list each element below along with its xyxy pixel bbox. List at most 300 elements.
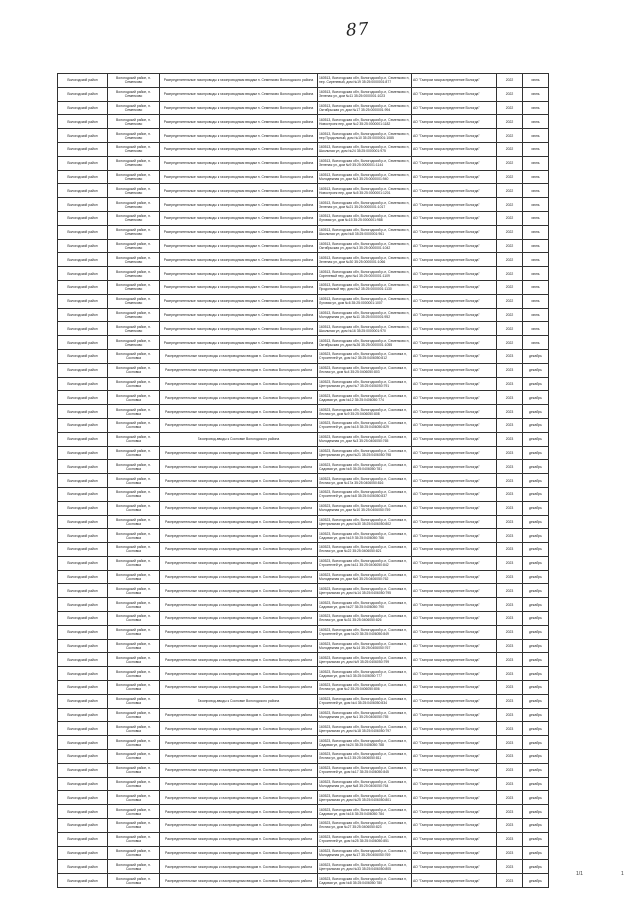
cell-district: Вологодский район (58, 874, 108, 888)
cell-year: 2023 (497, 612, 523, 626)
cell-settlement: Вологодский район, п. Семенково (108, 280, 160, 294)
cell-owner: АО "Газпром газораспределение Вологда" (412, 198, 497, 212)
table-row (58, 225, 549, 239)
cell-address: 160513, Вологодская обл, Вологодский р-н, Семенково п, Школьная ул, дом №16 35:25:0000001:970 (318, 322, 412, 336)
cell-month: декабрь (523, 819, 549, 833)
cell-district: Вологодский район (58, 694, 108, 708)
cell-object: Распределительные газопроводы к газопроводным вводам п. Сосновка Вологодского района (160, 446, 318, 460)
cell-settlement: Вологодский район, п. Сосновка (108, 363, 160, 377)
table-row (58, 791, 549, 805)
cell-address: 160513, Вологодская обл, Вологодский р-н, Семенково п, Зеленая ул, дом №30 35:25:0000001:1066 (318, 253, 412, 267)
cell-district: Вологодский район (58, 432, 108, 446)
cell-district: Вологодский район (58, 446, 108, 460)
cell-object: Газопровод-вводы к Сосновке Вологодского района (160, 432, 318, 446)
cell-owner: АО "Газпром газораспределение Вологда" (412, 750, 497, 764)
cell-settlement: Вологодский район, п. Сосновка (108, 708, 160, 722)
cell-month: июнь (523, 115, 549, 129)
cell-settlement: Вологодский район, п. Семенково (108, 336, 160, 350)
cell-district: Вологодский район (58, 198, 108, 212)
cell-year: 2023 (497, 418, 523, 432)
table-row (58, 377, 549, 391)
cell-address: 160523, Вологодская обл, Вологодский р-н, Сосновка п, Молодежная ул, дом №6 35:25:0406050:762 (318, 570, 412, 584)
table-row (58, 763, 549, 777)
cell-owner: АО "Газпром газораспределение Вологда" (412, 777, 497, 791)
cell-settlement: Вологодский район, п. Семенково (108, 253, 160, 267)
cell-settlement: Вологодский район, п. Семенково (108, 225, 160, 239)
cell-object: Распределительные газопроводы к газопроводным вводам п. Семенково Вологодского района (160, 211, 318, 225)
table-row (58, 239, 549, 253)
table-row (58, 363, 549, 377)
page-number: 1/1 (576, 871, 583, 877)
cell-year: 2023 (497, 377, 523, 391)
cell-settlement: Вологодский район, п. Сосновка (108, 418, 160, 432)
cell-object: Распределительные газопроводы к газопроводным вводам п. Сосновка Вологодского района (160, 556, 318, 570)
cell-address: 160523, Вологодская обл, Вологодский р-н, Сосновка п, Лесная ул, дом №2 35:25:0406050:806 (318, 681, 412, 695)
table-row (58, 708, 549, 722)
cell-settlement: Вологодский район, п. Сосновка (108, 625, 160, 639)
table-row (58, 584, 549, 598)
cell-district: Вологодский район (58, 391, 108, 405)
cell-settlement: Вологодский район, п. Сосновка (108, 763, 160, 777)
table-row (58, 805, 549, 819)
cell-address: 160523, Вологодская обл, Вологодский р-н, Сосновка п, Садовая ул, дом №12 35:25:0406050:774 (318, 391, 412, 405)
cell-owner: АО "Газпром газораспределение Вологда" (412, 474, 497, 488)
cell-address: 160523, Вологодская обл, Вологодский р-н, Сосновка п, Молодежная ул, дом №8 35:25:0406050:764 (318, 777, 412, 791)
cell-year: 2023 (497, 860, 523, 874)
cell-district: Вологодский район (58, 653, 108, 667)
cell-year: 2022 (497, 239, 523, 253)
table-row (58, 391, 549, 405)
cell-settlement: Вологодский район, п. Сосновка (108, 543, 160, 557)
cell-object: Распределительные газопроводы к газопроводным вводам п. Семенково Вологодского района (160, 170, 318, 184)
cell-object: Распределительные газопроводы к газопроводным вводам п. Сосновка Вологодского района (160, 584, 318, 598)
cell-owner: АО "Газпром газораспределение Вологда" (412, 115, 497, 129)
cell-address: 160513, Вологодская обл, Вологодский р-н, Семенково п, Сиреневый пер, дом №4 35:25:0000001:1109 (318, 267, 412, 281)
cell-settlement: Вологодский район, п. Сосновка (108, 598, 160, 612)
cell-owner: АО "Газпром газораспределение Вологда" (412, 184, 497, 198)
cell-settlement: Вологодский район, п. Сосновка (108, 874, 160, 888)
cell-address: 160513, Вологодская обл, Вологодский р-н, Семенково п, Октябрьская ул, дом №26 35:25:0000001:1055 (318, 336, 412, 350)
cell-district: Вологодский район (58, 336, 108, 350)
cell-owner: АО "Газпром газораспределение Вологда" (412, 763, 497, 777)
table-row (58, 405, 549, 419)
cell-month: июнь (523, 101, 549, 115)
table-row (58, 460, 549, 474)
cell-address: 160523, Вологодская обл, Вологодский р-н, Сосновка п, Строителей ул, дом №15 35:25:0406050:829 (318, 418, 412, 432)
cell-owner: АО "Газпром газораспределение Вологда" (412, 460, 497, 474)
cell-owner: АО "Газпром газораспределение Вологда" (412, 791, 497, 805)
cell-owner: АО "Газпром газораспределение Вологда" (412, 681, 497, 695)
cell-settlement: Вологодский район, п. Сосновка (108, 584, 160, 598)
table-row (58, 308, 549, 322)
cell-owner: АО "Газпром газораспределение Вологда" (412, 156, 497, 170)
cell-month: июнь (523, 225, 549, 239)
table-row (58, 322, 549, 336)
cell-address: 160523, Вологодская обл, Вологодский р-н, Сосновка п, Лесная ул, дом №4 35:25:0406050:803 (318, 363, 412, 377)
cell-year: 2023 (497, 777, 523, 791)
cell-owner: АО "Газпром газораспределение Вологда" (412, 87, 497, 101)
cell-district: Вологодский район (58, 777, 108, 791)
cell-object: Распределительные газопроводы к газопроводным вводам п. Семенково Вологодского района (160, 87, 318, 101)
table-row (58, 694, 549, 708)
cell-district: Вологодский район (58, 142, 108, 156)
cell-district: Вологодский район (58, 280, 108, 294)
cell-district: Вологодский район (58, 474, 108, 488)
cell-month: июнь (523, 170, 549, 184)
cell-district: Вологодский район (58, 736, 108, 750)
cell-settlement: Вологодский район, п. Сосновка (108, 639, 160, 653)
cell-owner: АО "Газпром газораспределение Вологда" (412, 363, 497, 377)
cell-year: 2023 (497, 625, 523, 639)
cell-year: 2023 (497, 750, 523, 764)
cell-year: 2023 (497, 874, 523, 888)
cell-owner: АО "Газпром газораспределение Вологда" (412, 129, 497, 143)
cell-object: Распределительные газопроводы к газопроводным вводам п. Сосновка Вологодского района (160, 625, 318, 639)
cell-address: 160523, Вологодская обл, Вологодский р-н, Сосновка п, Лесная ул, дом №13 35:25:0406050:811 (318, 750, 412, 764)
table-row (58, 515, 549, 529)
cell-object: Распределительные газопроводы к газопроводным вводам п. Семенково Вологодского района (160, 239, 318, 253)
cell-month: декабрь (523, 418, 549, 432)
cell-object: Распределительные газопроводы к газопроводным вводам п. Сосновка Вологодского района (160, 763, 318, 777)
cell-address: 160523, Вологодская обл, Вологодский р-н, Сосновка п, Лесная ул, дом №22 35:25:0406050:821 (318, 543, 412, 557)
cell-settlement: Вологодский район, п. Семенково (108, 308, 160, 322)
cell-owner: АО "Газпром газораспределение Вологда" (412, 487, 497, 501)
cell-object: Распределительные газопроводы к газопроводным вводам п. Сосновка Вологодского района (160, 846, 318, 860)
cell-object: Распределительные газопроводы к газопроводным вводам п. Сосновка Вологодского района (160, 570, 318, 584)
cell-address: 160523, Вологодская обл, Вологодский р-н, Сосновка п, Лесная ул, дом №17а 35:25:0406050:816 (318, 474, 412, 488)
cell-settlement: Вологодский район, п. Сосновка (108, 460, 160, 474)
cell-month: декабрь (523, 653, 549, 667)
cell-object: Распределительные газопроводы к газопроводным вводам п. Сосновка Вологодского района (160, 736, 318, 750)
cell-object: Распределительные газопроводы к газопроводным вводам п. Сосновка Вологодского района (160, 667, 318, 681)
objects-table-body (58, 74, 549, 888)
cell-month: декабрь (523, 667, 549, 681)
cell-month: декабрь (523, 612, 549, 626)
cell-year: 2022 (497, 184, 523, 198)
cell-district: Вологодский район (58, 239, 108, 253)
cell-settlement: Вологодский район, п. Сосновка (108, 391, 160, 405)
cell-object: Распределительные газопроводы к газопроводным вводам п. Семенково Вологодского района (160, 115, 318, 129)
cell-month: декабрь (523, 791, 549, 805)
cell-address: 160513, Вологодская обл, Вологодский р-н, Семенково п, Школьная ул, дом №24 35:25:0000001:975 (318, 142, 412, 156)
cell-district: Вологодский район (58, 584, 108, 598)
cell-year: 2022 (497, 308, 523, 322)
table-row (58, 198, 549, 212)
cell-address: 160523, Вологодская обл, Вологодский р-н, Сосновка п, Центральная ул, дом №14 35:25:0406050:795 (318, 584, 412, 598)
table-row (58, 432, 549, 446)
cell-object: Распределительные газопроводы к газопроводным вводам п. Сосновка Вологодского района (160, 819, 318, 833)
cell-object: Распределительные газопроводы к газопроводным вводам п. Сосновка Вологодского района (160, 377, 318, 391)
table-row (58, 667, 549, 681)
cell-address: 160523, Вологодская обл, Вологодский р-н, Сосновка п, Центральная ул, дом №18 35:25:0406050:797 (318, 722, 412, 736)
cell-settlement: Вологодский район, п. Семенково (108, 115, 160, 129)
cell-settlement: Вологодский район, п. Сосновка (108, 722, 160, 736)
cell-month: июнь (523, 87, 549, 101)
cell-address: 160523, Вологодская обл, Вологодский р-н, Сосновка п, Строителей ул, дом №25 35:25:0406050:851 (318, 832, 412, 846)
cell-owner: АО "Газпром газораспределение Вологда" (412, 336, 497, 350)
cell-object: Распределительные газопроводы к газопроводным вводам п. Семенково Вологодского района (160, 184, 318, 198)
cell-month: декабрь (523, 363, 549, 377)
cell-owner: АО "Газпром газораспределение Вологда" (412, 625, 497, 639)
cell-object: Распределительные газопроводы к газопроводным вводам п. Семенково Вологодского района (160, 142, 318, 156)
cell-month: декабрь (523, 625, 549, 639)
cell-year: 2022 (497, 280, 523, 294)
cell-object: Распределительные газопроводы к газопроводным вводам п. Семенково Вологодского района (160, 280, 318, 294)
cell-object: Распределительные газопроводы к газопроводным вводам п. Сосновка Вологодского района (160, 708, 318, 722)
cell-district: Вологодский район (58, 501, 108, 515)
cell-month: июнь (523, 184, 549, 198)
cell-settlement: Вологодский район, п. Семенково (108, 87, 160, 101)
table-row (58, 722, 549, 736)
cell-owner: АО "Газпром газораспределение Вологда" (412, 846, 497, 860)
cell-address: 160513, Вологодская обл, Вологодский р-н, Семенково п, Школьная ул, дом №8 35:25:0000001:961 (318, 225, 412, 239)
cell-settlement: Вологодский район, п. Сосновка (108, 570, 160, 584)
cell-address: 160523, Вологодская обл, Вологодский р-н, Сосновка п, Центральная ул, дом №30 35:25:0406050:802 (318, 515, 412, 529)
cell-district: Вологодский район (58, 225, 108, 239)
cell-district: Вологодский район (58, 805, 108, 819)
cell-object: Распределительные газопроводы к газопроводным вводам п. Сосновка Вологодского района (160, 598, 318, 612)
cell-district: Вологодский район (58, 184, 108, 198)
cell-month: декабрь (523, 446, 549, 460)
cell-district: Вологодский район (58, 570, 108, 584)
cell-month: декабрь (523, 832, 549, 846)
cell-year: 2022 (497, 225, 523, 239)
cell-object: Распределительные газопроводы к газопроводным вводам п. Семенково Вологодского района (160, 225, 318, 239)
cell-address: 160523, Вологодская обл, Вологодский р-н, Сосновка п, Садовая ул, дом №5 35:25:0406050:781 (318, 460, 412, 474)
cell-address: 160513, Вологодская обл, Вологодский р-н, Семенково п, Молодежная ул, дом №11 35:25:0000001:952 (318, 308, 412, 322)
cell-year: 2023 (497, 639, 523, 653)
cell-settlement: Вологодский район, п. Сосновка (108, 405, 160, 419)
cell-owner: АО "Газпром газораспределение Вологда" (412, 639, 497, 653)
cell-settlement: Вологодский район, п. Сосновка (108, 819, 160, 833)
cell-address: 160523, Вологодская обл, Вологодский р-н, Сосновка п, Молодежная ул, дом №17 35:25:0406050:769 (318, 846, 412, 860)
cell-object: Распределительные газопроводы к газопроводным вводам п. Сосновка Вологодского района (160, 874, 318, 888)
cell-year: 2023 (497, 832, 523, 846)
table-row (58, 860, 549, 874)
cell-owner: АО "Газпром газораспределение Вологда" (412, 239, 497, 253)
cell-owner: АО "Газпром газораспределение Вологда" (412, 432, 497, 446)
table-row (58, 349, 549, 363)
cell-address: 160523, Вологодская обл, Вологодский р-н, Сосновка п, Строителей ул, дом №11 35:25:0406050:842 (318, 556, 412, 570)
cell-district: Вологодский район (58, 487, 108, 501)
cell-object: Распределительные газопроводы к газопроводным вводам п. Сосновка Вологодского района (160, 418, 318, 432)
page-mark: 1 (621, 871, 624, 877)
cell-address: 160513, Вологодская обл, Вологодский р-н, Семенково п, Новостроек пер, дом №2 35:25:0000001:1182 (318, 115, 412, 129)
cell-settlement: Вологодский район, п. Сосновка (108, 612, 160, 626)
cell-owner: АО "Газпром газораспределение Вологда" (412, 211, 497, 225)
cell-owner: АО "Газпром газораспределение Вологда" (412, 529, 497, 543)
table-row (58, 832, 549, 846)
cell-month: июнь (523, 142, 549, 156)
table-row (58, 529, 549, 543)
cell-district: Вологодский район (58, 612, 108, 626)
table-row (58, 129, 549, 143)
cell-district: Вологодский район (58, 363, 108, 377)
cell-owner: АО "Газпром газораспределение Вологда" (412, 612, 497, 626)
cell-settlement: Вологодский район, п. Сосновка (108, 377, 160, 391)
cell-settlement: Вологодский район, п. Сосновка (108, 832, 160, 846)
handwritten-page-number: 87 (345, 19, 371, 41)
cell-settlement: Вологодский район, п. Сосновка (108, 846, 160, 860)
table-row (58, 474, 549, 488)
cell-owner: АО "Газпром газораспределение Вологда" (412, 405, 497, 419)
cell-month: июнь (523, 267, 549, 281)
cell-district: Вологодский район (58, 722, 108, 736)
cell-settlement: Вологодский район, п. Сосновка (108, 556, 160, 570)
table-row (58, 556, 549, 570)
cell-settlement: Вологодский район, п. Сосновка (108, 791, 160, 805)
cell-district: Вологодский район (58, 74, 108, 88)
cell-month: декабрь (523, 750, 549, 764)
cell-district: Вологодский район (58, 639, 108, 653)
cell-owner: АО "Газпром газораспределение Вологда" (412, 694, 497, 708)
table-row (58, 501, 549, 515)
cell-month: декабрь (523, 860, 549, 874)
table-row (58, 543, 549, 557)
cell-owner: АО "Газпром газораспределение Вологда" (412, 722, 497, 736)
cell-year: 2023 (497, 515, 523, 529)
cell-district: Вологодский район (58, 156, 108, 170)
cell-month: декабрь (523, 736, 549, 750)
cell-month: июнь (523, 280, 549, 294)
cell-object: Распределительные газопроводы к газопроводным вводам п. Сосновка Вологодского района (160, 681, 318, 695)
cell-year: 2022 (497, 170, 523, 184)
cell-address: 160523, Вологодская обл, Вологодский р-н, Сосновка п, Строителей ул, дом №20 35:25:0406050:849 (318, 625, 412, 639)
cell-owner: АО "Газпром газораспределение Вологда" (412, 322, 497, 336)
cell-district: Вологодский район (58, 529, 108, 543)
cell-year: 2022 (497, 336, 523, 350)
cell-settlement: Вологодский район, п. Семенково (108, 211, 160, 225)
table-row (58, 184, 549, 198)
table-row (58, 253, 549, 267)
cell-settlement: Вологодский район, п. Семенково (108, 294, 160, 308)
cell-object: Газопровод-вводы к Сосновке Вологодского района (160, 694, 318, 708)
cell-month: июнь (523, 74, 549, 88)
cell-month: декабрь (523, 598, 549, 612)
cell-object: Распределительные газопроводы к газопроводным вводам п. Семенково Вологодского района (160, 322, 318, 336)
table-row (58, 846, 549, 860)
cell-month: декабрь (523, 543, 549, 557)
cell-owner: АО "Газпром газораспределение Вологда" (412, 819, 497, 833)
table-row (58, 653, 549, 667)
cell-district: Вологодский район (58, 819, 108, 833)
cell-year: 2023 (497, 543, 523, 557)
cell-address: 160513, Вологодская обл, Вологодский р-н, Семенково п, Октябрьская ул, дом №3 35:25:0000001:1042 (318, 239, 412, 253)
cell-district: Вологодский район (58, 253, 108, 267)
cell-district: Вологодский район (58, 515, 108, 529)
cell-address: 160513, Вологодская обл, Вологодский р-н, Семенково п, Луговая ул, дом №15 35:25:0000001:988 (318, 211, 412, 225)
cell-owner: АО "Газпром газораспределение Вологда" (412, 280, 497, 294)
cell-year: 2023 (497, 446, 523, 460)
cell-month: декабрь (523, 377, 549, 391)
cell-address: 160523, Вологодская обл, Вологодский р-н, Сосновка п, Центральная ул, дом №21 35:25:0406050:798 (318, 446, 412, 460)
cell-year: 2022 (497, 74, 523, 88)
cell-settlement: Вологодский район, п. Сосновка (108, 805, 160, 819)
cell-object: Распределительные газопроводы к газопроводным вводам п. Сосновка Вологодского района (160, 722, 318, 736)
cell-month: июнь (523, 336, 549, 350)
cell-district: Вологодский район (58, 129, 108, 143)
cell-year: 2023 (497, 363, 523, 377)
cell-district: Вологодский район (58, 681, 108, 695)
cell-month: декабрь (523, 349, 549, 363)
cell-month: июнь (523, 211, 549, 225)
cell-object: Распределительные газопроводы к газопроводным вводам п. Сосновка Вологодского района (160, 501, 318, 515)
cell-owner: АО "Газпром газораспределение Вологда" (412, 74, 497, 88)
cell-district: Вологодский район (58, 791, 108, 805)
cell-object: Распределительные газопроводы к газопроводным вводам п. Семенково Вологодского района (160, 294, 318, 308)
cell-year: 2023 (497, 694, 523, 708)
cell-settlement: Вологодский район, п. Сосновка (108, 349, 160, 363)
cell-address: 160523, Вологодская обл, Вологодский р-н, Сосновка п, Садовая ул, дом №3 35:25:0406050:777 (318, 667, 412, 681)
cell-owner: АО "Газпром газораспределение Вологда" (412, 515, 497, 529)
cell-object: Распределительные газопроводы к газопроводным вводам п. Сосновка Вологодского района (160, 860, 318, 874)
cell-district: Вологодский район (58, 418, 108, 432)
cell-month: декабрь (523, 432, 549, 446)
cell-settlement: Вологодский район, п. Семенково (108, 101, 160, 115)
cell-address: 160523, Вологодская обл, Вологодский р-н, Сосновка п, Центральная ул, дом №33 35:25:0406050:805 (318, 860, 412, 874)
cell-address: 160523, Вологодская обл, Вологодский р-н, Сосновка п, Молодежная ул, дом №3 35:25:0406050:765 (318, 432, 412, 446)
cell-owner: АО "Газпром газораспределение Вологда" (412, 225, 497, 239)
cell-object: Распределительные газопроводы к газопроводным вводам п. Семенково Вологодского района (160, 101, 318, 115)
cell-address: 160513, Вологодская обл, Вологодский р-н, Семенково п, Луговая ул, дом №6 35:25:0000001:1007 (318, 294, 412, 308)
cell-object: Распределительные газопроводы к газопроводным вводам п. Сосновка Вологодского района (160, 460, 318, 474)
table-row (58, 142, 549, 156)
cell-year: 2023 (497, 722, 523, 736)
cell-settlement: Вологодский район, п. Сосновка (108, 694, 160, 708)
cell-object: Распределительные газопроводы к газопроводным вводам п. Сосновка Вологодского района (160, 391, 318, 405)
cell-object: Распределительные газопроводы к газопроводным вводам п. Сосновка Вологодского района (160, 349, 318, 363)
cell-year: 2023 (497, 474, 523, 488)
cell-district: Вологодский район (58, 170, 108, 184)
cell-year: 2023 (497, 349, 523, 363)
cell-month: июнь (523, 294, 549, 308)
cell-settlement: Вологодский район, п. Семенково (108, 129, 160, 143)
cell-owner: АО "Газпром газораспределение Вологда" (412, 556, 497, 570)
cell-address: 160513, Вологодская обл, Вологодский р-н, Семенково п, Зеленая ул, дом №11 35:25:0000001:1023 (318, 87, 412, 101)
cell-settlement: Вологодский район, п. Семенково (108, 184, 160, 198)
table-row (58, 639, 549, 653)
cell-owner: АО "Газпром газораспределение Вологда" (412, 101, 497, 115)
cell-district: Вологодский район (58, 667, 108, 681)
cell-object: Распределительные газопроводы к газопроводным вводам п. Семенково Вологодского района (160, 129, 318, 143)
cell-year: 2023 (497, 681, 523, 695)
table-row (58, 681, 549, 695)
cell-object: Распределительные газопроводы к газопроводным вводам п. Сосновка Вологодского района (160, 474, 318, 488)
cell-owner: АО "Газпром газораспределение Вологда" (412, 501, 497, 515)
cell-year: 2023 (497, 405, 523, 419)
cell-owner: АО "Газпром газораспределение Вологда" (412, 832, 497, 846)
table-row (58, 777, 549, 791)
cell-object: Распределительные газопроводы к газопроводным вводам п. Семенково Вологодского района (160, 74, 318, 88)
table-row (58, 74, 549, 88)
cell-settlement: Вологодский район, п. Сосновка (108, 777, 160, 791)
cell-address: 160523, Вологодская обл, Вологодский р-н, Сосновка п, Молодежная ул, дом №14 35:25:0406050:767 (318, 639, 412, 653)
cell-month: декабрь (523, 777, 549, 791)
cell-owner: АО "Газпром газораспределение Вологда" (412, 294, 497, 308)
cell-district: Вологодский район (58, 832, 108, 846)
cell-district: Вологодский район (58, 87, 108, 101)
cell-settlement: Вологодский район, п. Сосновка (108, 750, 160, 764)
cell-month: июнь (523, 308, 549, 322)
cell-year: 2023 (497, 460, 523, 474)
cell-settlement: Вологодский район, п. Семенково (108, 322, 160, 336)
cell-year: 2023 (497, 846, 523, 860)
cell-object: Распределительные газопроводы к газопроводным вводам п. Семенково Вологодского района (160, 156, 318, 170)
cell-settlement: Вологодский район, п. Семенково (108, 142, 160, 156)
cell-object: Распределительные газопроводы к газопроводным вводам п. Сосновка Вологодского района (160, 805, 318, 819)
cell-settlement: Вологодский район, п. Семенково (108, 198, 160, 212)
cell-owner: АО "Газпром газораспределение Вологда" (412, 653, 497, 667)
